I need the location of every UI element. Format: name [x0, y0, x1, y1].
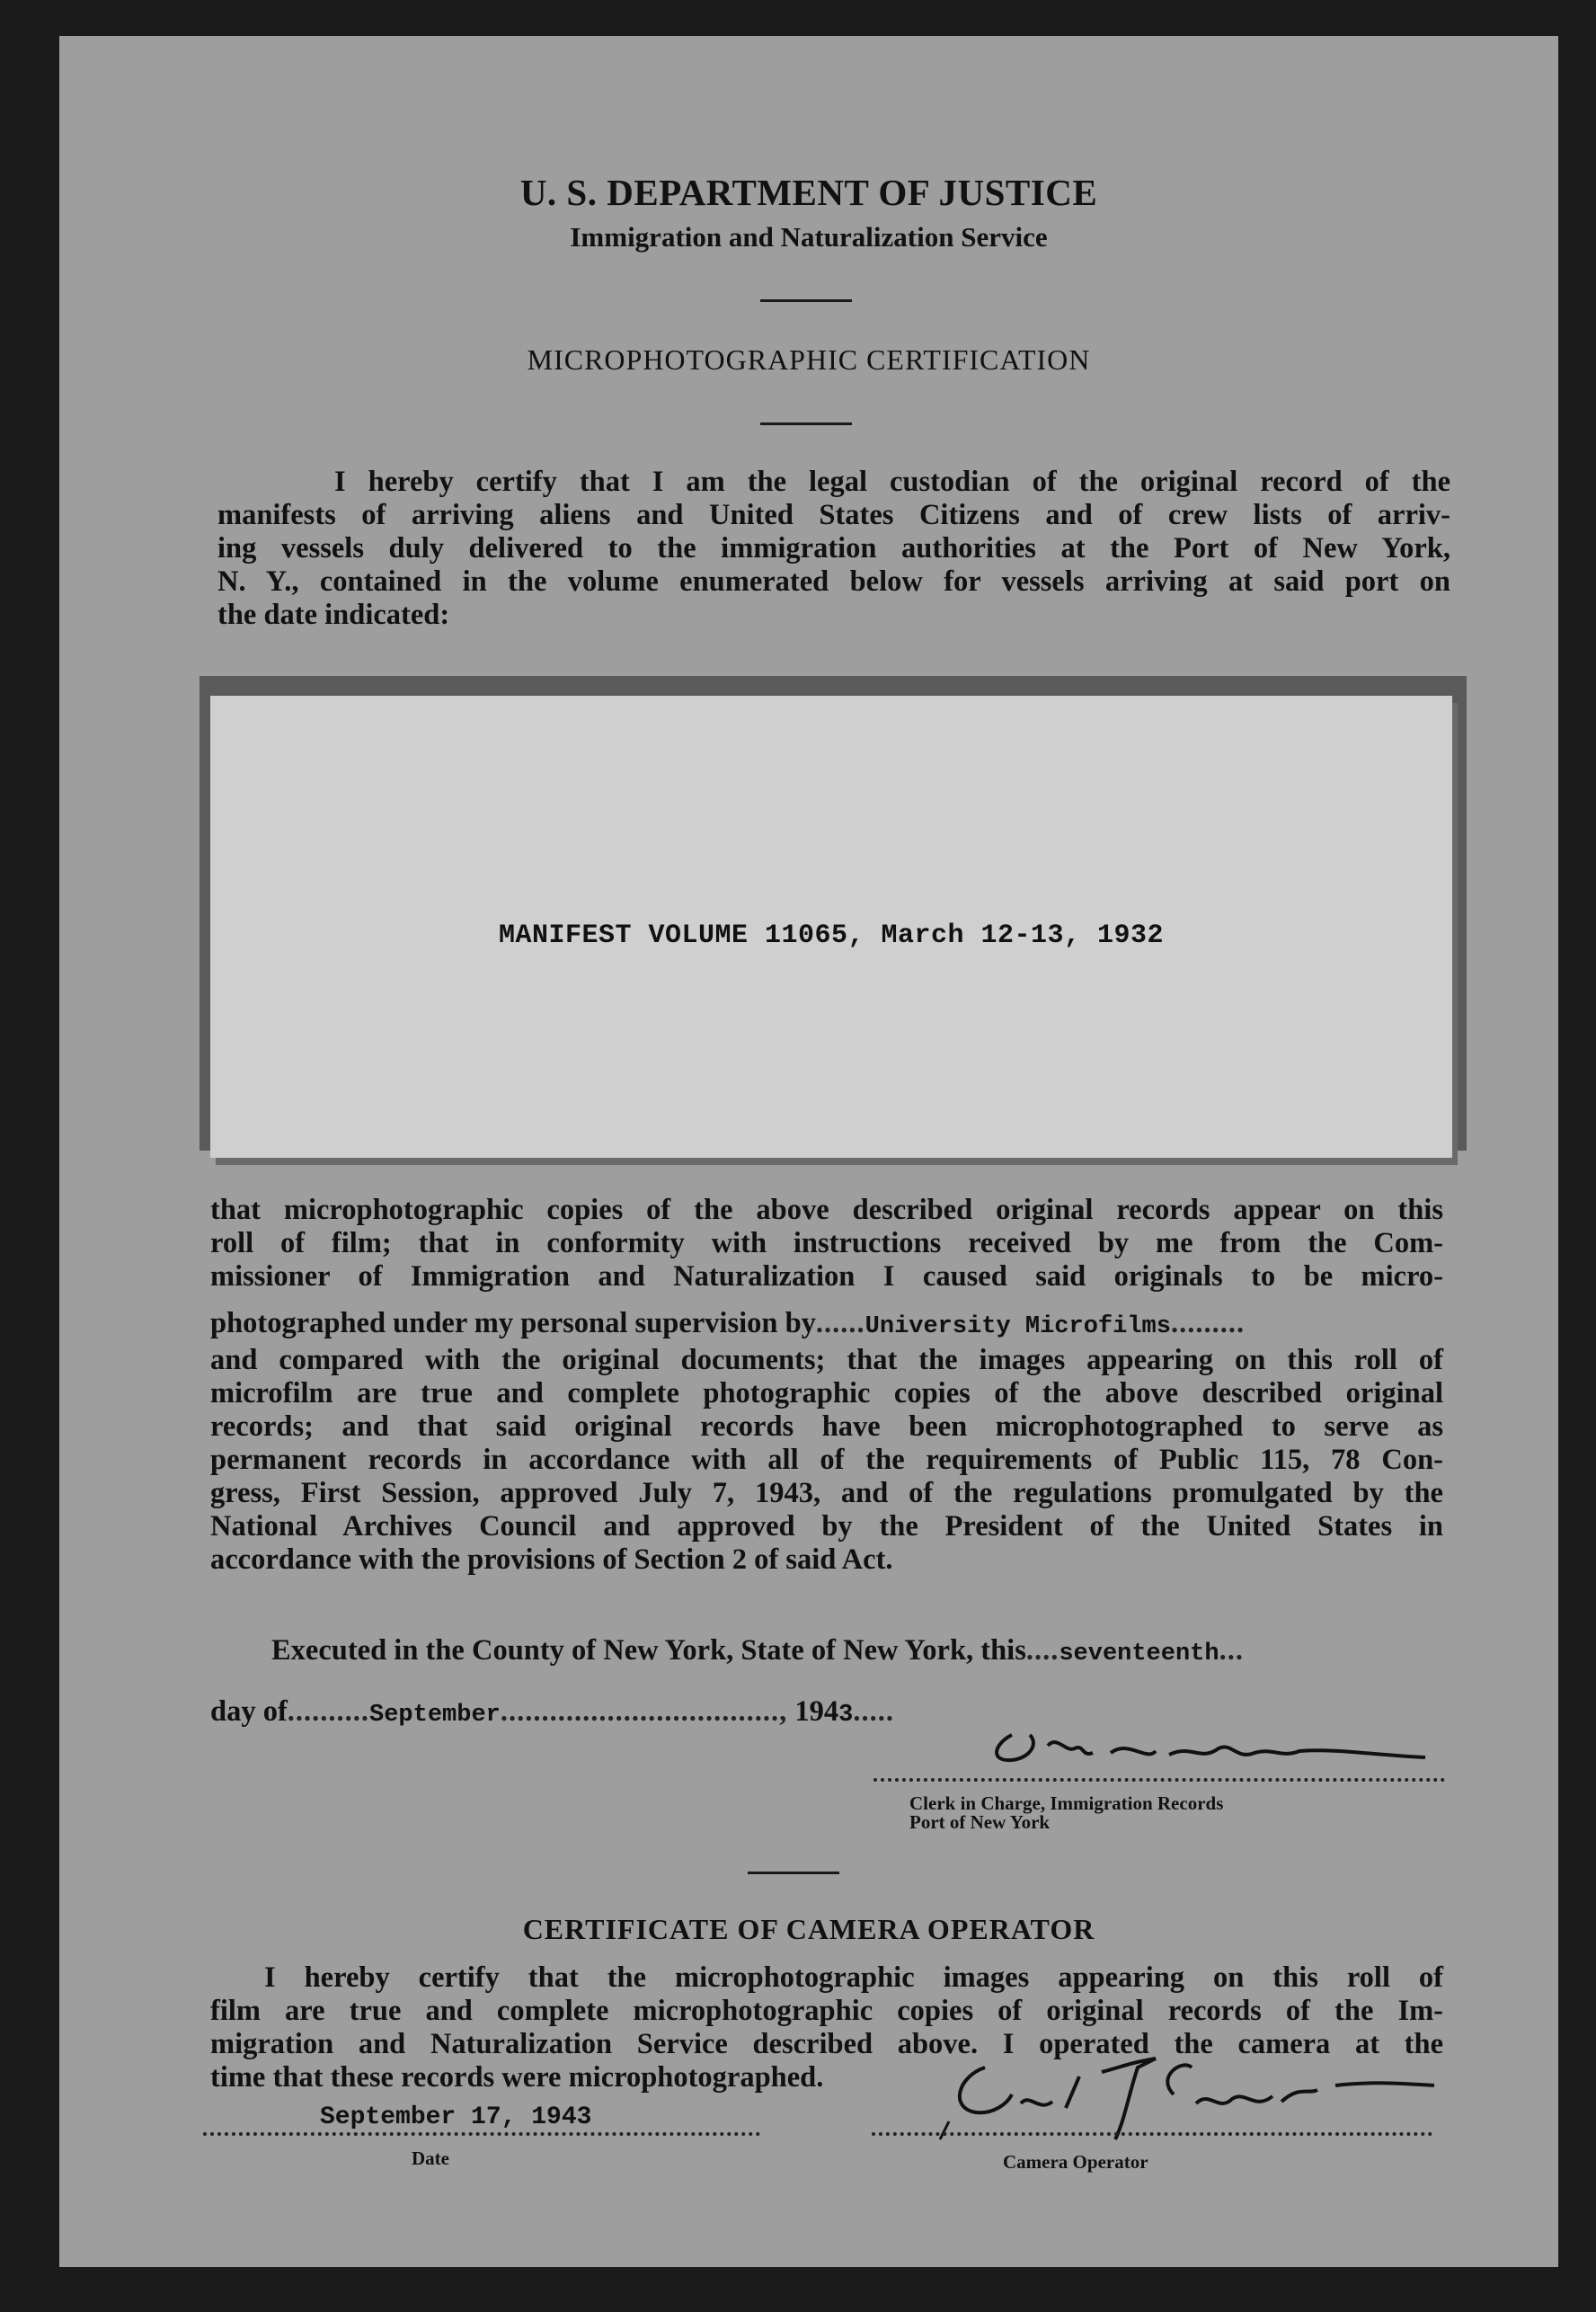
camera-date-value: September 17, 1943	[320, 2103, 592, 2131]
clerk-title: Clerk in Charge, Immigration Records	[909, 1792, 1224, 1814]
text-line: I hereby certify that I am the legal custodian of the original record of the	[334, 466, 1450, 498]
camera-cert-title: CERTIFICATE OF CAMERA OPERATOR	[522, 1913, 1095, 1945]
dotted-fill: ...	[1219, 1634, 1244, 1667]
text-line: N. Y., contained in the volume enumerated below for vessels arriving at said port on	[217, 565, 1450, 598]
text-line: National Archives Council and approved by the President of the United States in	[210, 1510, 1443, 1543]
dotted-fill: ......	[815, 1307, 865, 1339]
date-line	[210, 1695, 894, 1729]
text-line: manifests of arriving aliens and United States Citizens and of crew lists of arriv-	[217, 499, 1450, 531]
executed-line	[271, 1634, 1244, 1667]
text-line: roll of film; that in conformity with instructions received by me from the Com-	[210, 1227, 1443, 1259]
executed-prefix: Executed in the County of New York, State of New York, this	[271, 1634, 1026, 1667]
operator-label: Camera Operator	[1003, 2151, 1148, 2173]
department-heading: U. S. DEPARTMENT OF JUSTICE	[519, 172, 1098, 213]
clerk-signature	[976, 1708, 1443, 1780]
text-line: gress, First Session, approved July 7, 1943, and of the regulations promulgated by the	[210, 1477, 1443, 1509]
text-line: film are true and complete microphotographic copies of original records of the Im-	[210, 1995, 1443, 2027]
text-line: permanent records in accordance with all of the requirements of Public 115, 78 Con-	[210, 1444, 1443, 1476]
supervisor-name: University Microfilms	[864, 1313, 1171, 1340]
year-prefix: 194	[794, 1695, 839, 1728]
certification-title: MICROPHOTOGRAPHIC CERTIFICATION	[527, 343, 1091, 376]
clerk-location: Port of New York	[909, 1811, 1051, 1833]
text-line: the date indicated:	[217, 599, 450, 631]
intro-paragraph	[217, 466, 1450, 632]
certificate-page	[59, 36, 1558, 2267]
date-label: Date	[412, 2147, 449, 2169]
dotted-fill: .........	[1170, 1307, 1246, 1339]
text-line: records; and that said original records have been microphotographed to serve as	[210, 1410, 1443, 1443]
executed-month: September	[369, 1702, 501, 1729]
year-digit: 3	[838, 1702, 854, 1729]
divider	[760, 422, 852, 425]
clerk-signature-line	[873, 1778, 1445, 1782]
supervision-line	[210, 1307, 1443, 1344]
text-line: and compared with the original documents; that the images appearing on this roll of	[210, 1344, 1443, 1376]
body-paragraph	[210, 1194, 1443, 1577]
text-line: microfilm are true and complete photographic copies of the above described original	[210, 1377, 1443, 1409]
text-line: accordance with the provisions of Section 2 of said Act.	[210, 1543, 893, 1576]
dotted-fill: ..................................,	[500, 1695, 788, 1728]
text-line: missioner of Immigration and Naturalization I caused said originals to be micro-	[210, 1260, 1443, 1293]
camera-operator-signature	[886, 2041, 1443, 2175]
service-heading: Immigration and Naturalization Service	[570, 221, 1048, 253]
text-line: time that these records were microphotographed.	[210, 2061, 824, 2094]
executed-day: seventeenth	[1059, 1641, 1219, 1667]
divider	[760, 299, 852, 302]
text-line: ing vessels duly delivered to the immigration authorities at the Port of New York,	[217, 532, 1450, 565]
manifest-volume-label: MANIFEST VOLUME 11065, March 12-13, 1932	[498, 920, 1165, 951]
dotted-fill: .....	[853, 1695, 894, 1728]
dotted-fill: ..........	[287, 1695, 370, 1728]
date-dotted-line	[203, 2132, 760, 2136]
operator-dotted-line	[872, 2132, 1432, 2136]
manifest-slip	[210, 696, 1452, 1158]
divider	[748, 1872, 839, 1874]
text-line: I hereby certify that the microphotographic images appearing on this roll of	[264, 1961, 1443, 1994]
text-line: that microphotographic copies of the above described original records appear on this	[210, 1194, 1443, 1226]
text-line: migration and Naturalization Service described above. I operated the camera at the	[210, 2028, 1443, 2060]
day-of-label: day of	[210, 1695, 288, 1728]
dotted-fill: ....	[1025, 1634, 1060, 1667]
supervision-prefix: photographed under my personal supervision by	[210, 1307, 816, 1339]
